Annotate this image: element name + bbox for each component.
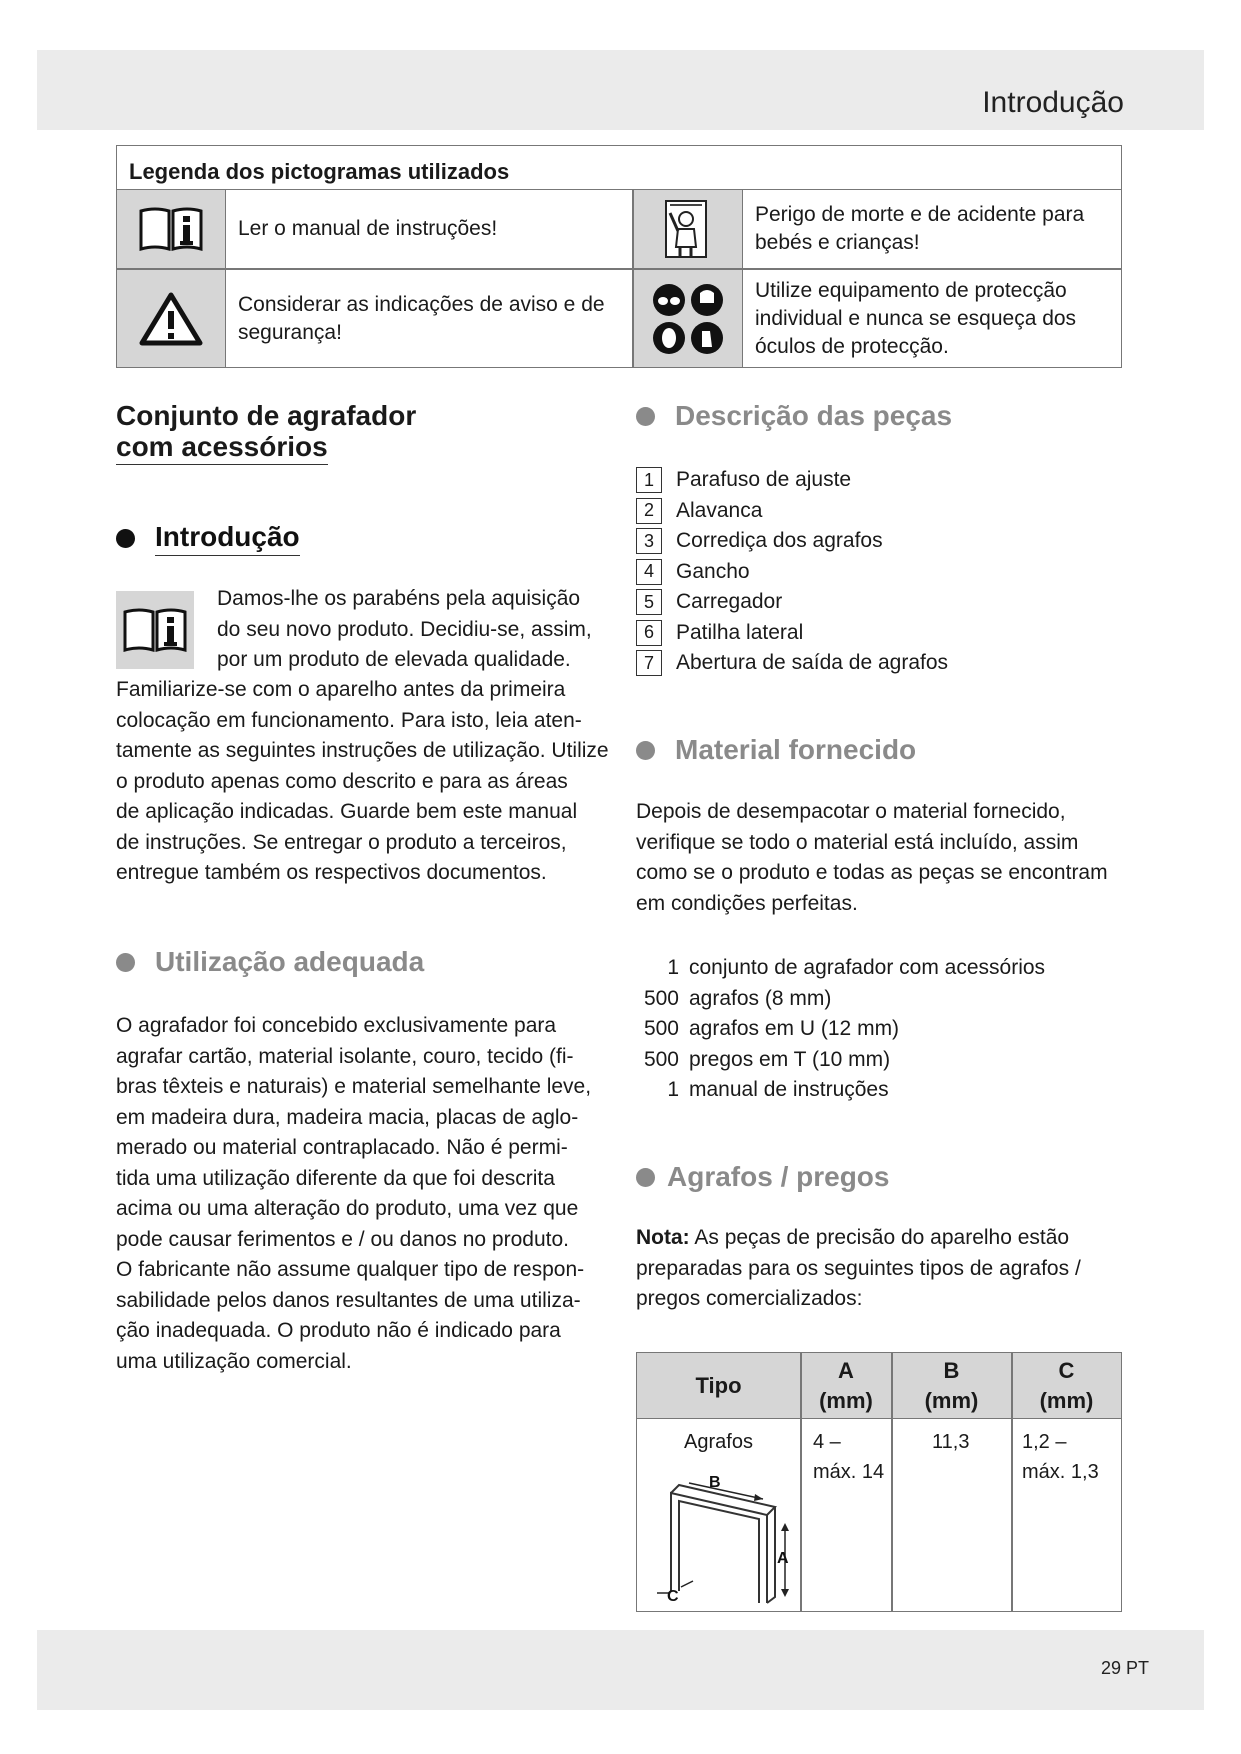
page-number: 29 PT [1100, 1658, 1149, 1678]
legend-text-manual: Ler o manual de instruções! [238, 217, 498, 240]
note-label: Nota: [636, 1226, 690, 1249]
cell-b: 11,3 [932, 1431, 970, 1453]
list-item: 1 manual de instruções [667, 1078, 889, 1101]
warning-triangle-icon [117, 270, 226, 367]
cell-c: 1,2 – máx. 1,3 [1022, 1431, 1099, 1483]
intro-heading: Introdução [116, 521, 300, 556]
list-item: 5 Carregador [636, 587, 948, 618]
cell-a: 4 – máx. 14 [813, 1431, 885, 1483]
col-header-b: B (mm) [924, 1358, 979, 1413]
staples-table [636, 1352, 1122, 1612]
usage-paragraph: O agrafador foi concebido exclusivamente para agrafar cartão, material isolante, couro, tecido (fi- bras têxteis e naturais) e material semelhante leve, em madeira dura, madeira macia, placas de aglo- merado ou material contraplacado. Não é permi- tida uma utilização diferente da que foi descrita acima ou uma alteração do produto, uma vez que pode causar ferimentos e / ou danos no produto. O fabricante não assume qualquer tipo de respon- sabilidade pelos danos resultantes de uma utiliza- ção inadequada. O produto não é indicado para uma utilização comercial. [116, 1014, 592, 1373]
list-item: 2 Alavanca [636, 496, 948, 527]
bullet-dot-icon [636, 741, 655, 760]
list-item: 500 agrafos (8 mm) [643, 986, 832, 1010]
legend-text-protection: Utilize equipamento de protecção individual e nunca se esqueça dos óculos de protecção. [755, 278, 1077, 358]
usage-heading: Utilização adequada [116, 946, 424, 978]
list-item: 1 Parafuso de ajuste [636, 465, 948, 496]
bullet-dot-icon [116, 529, 135, 548]
parts-heading: Descrição das peças [636, 400, 952, 432]
bullet-dot-icon [636, 407, 655, 426]
staple-dimension-diagram [649, 1463, 794, 1608]
child-danger-icon [634, 190, 743, 268]
product-title-line1: Conjunto de agrafador [116, 400, 417, 431]
staples-note: Nota: As peças de precisão do aparelho estão preparadas para os seguintes tipos de agrafos / pregos comercializados: [636, 1226, 1081, 1310]
legend-text-warning: Considerar as indicações de aviso e de segurança! [238, 292, 605, 344]
protective-equipment-icon [634, 270, 743, 367]
diagram-label-c: C [667, 1588, 679, 1605]
supplied-list [636, 953, 1045, 1106]
legend-text-child-danger: Perigo de morte e de acidente para bebés e crianças! [755, 203, 1085, 254]
col-header-c: C (mm) [1039, 1358, 1094, 1413]
bullet-dot-icon [636, 1168, 655, 1187]
footer-band [37, 1630, 1204, 1710]
list-item: 3 Corrediça dos agrafos [636, 526, 948, 557]
supplied-paragraph: Depois de desempacotar o material fornecido, verifique se todo o material está incluído, assim como se o produto e todas as peças se encontram em condições perfeitas. [636, 800, 1108, 915]
supplied-heading: Material fornecido [636, 734, 916, 766]
legend-heading: Legenda dos pictogramas utilizados [117, 146, 1121, 190]
pictogram-legend [116, 145, 1122, 368]
intro-paragraph: Familiarize-se com o aparelho antes da primeira colocação em funcionamento. Para isto, leia aten- tamente as seguintes instruções de utilização. Utilize o produto apenas como descrito e para as áreas de aplicação indicadas. Guarde bem este manual de instruções. Se entregar o produto a terceiros, entregue também os respectivos documentos. [116, 678, 609, 884]
section-title: Introdução [982, 86, 1124, 119]
list-item: 7 Abertura de saída de agrafos [636, 648, 948, 679]
product-title-line2: com acessórios [116, 431, 328, 465]
product-title [116, 400, 416, 465]
list-item: 1 conjunto de agrafador com acessórios [667, 956, 1046, 979]
parts-list [636, 465, 948, 679]
header-band [37, 50, 1204, 130]
list-item: 6 Patilha lateral [636, 618, 948, 649]
manual-info-icon [117, 190, 226, 268]
diagram-label-b: B [709, 1474, 721, 1491]
col-header-a: A (mm) [819, 1358, 873, 1413]
list-item: 500 pregos em T (10 mm) [643, 1047, 891, 1071]
bullet-dot-icon [116, 953, 135, 972]
cell-tipo: Agrafos [684, 1431, 753, 1453]
staples-heading: Agrafos / pregos [636, 1161, 889, 1193]
list-item: 4 Gancho [636, 557, 948, 588]
intro-paragraph-indented: Damos-lhe os parabéns pela aquisição do seu novo produto. Decidiu-se, assim, por um produto de elevada qualidade. [217, 587, 592, 671]
diagram-label-a: A [777, 1550, 789, 1567]
list-item: 500 agrafos em U (12 mm) [643, 1017, 900, 1040]
manual-info-icon [116, 591, 194, 669]
col-header-tipo: Tipo [695, 1373, 742, 1398]
